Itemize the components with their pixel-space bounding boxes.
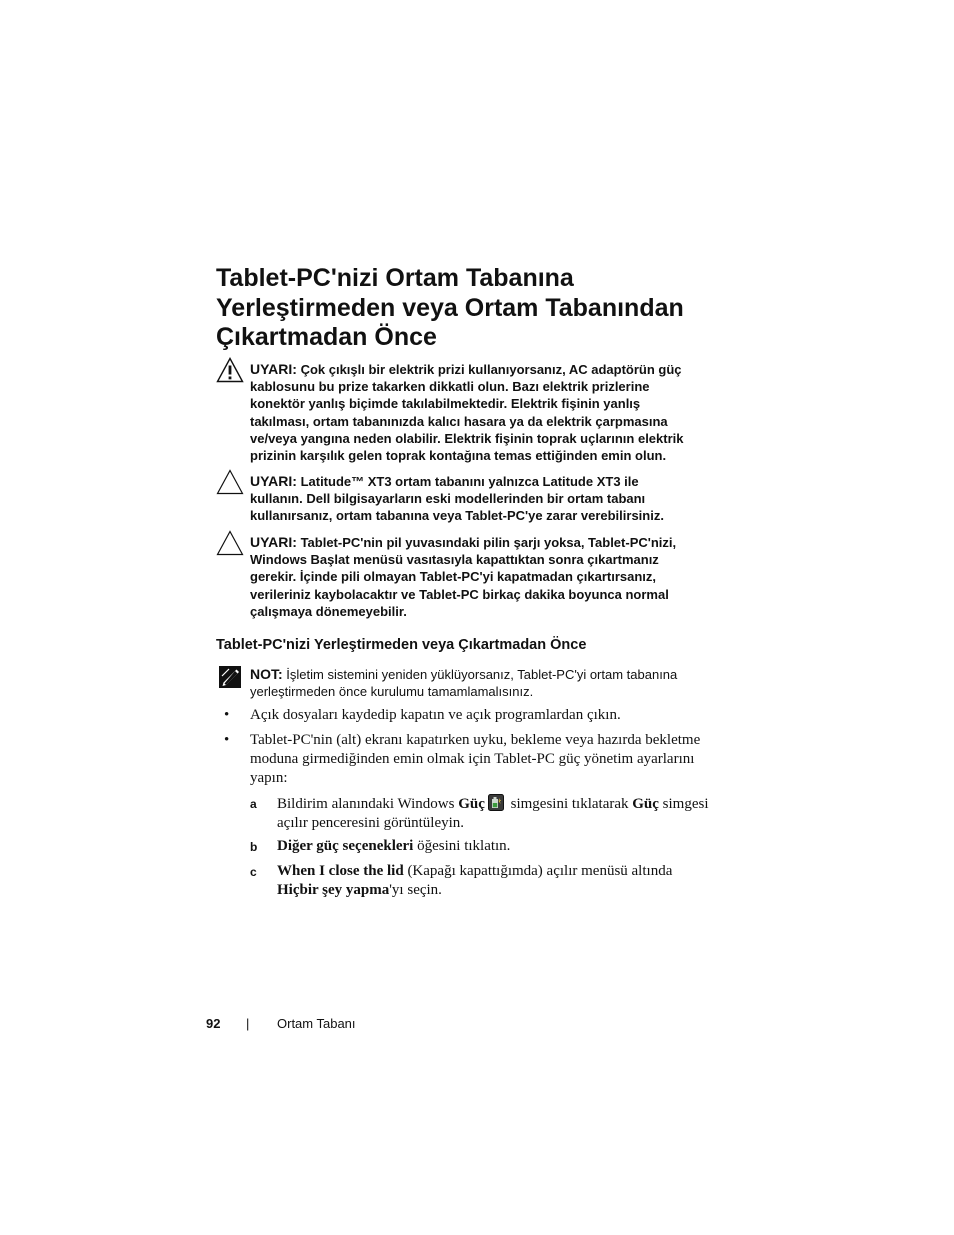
step-text: 'yı seçin. — [389, 882, 442, 898]
warning-text: kullanırsanız, ortam tabanına veya Tablet-PC'ye zarar verebilirsiniz. — [250, 508, 664, 524]
note-text: yerleştirmeden önce kurulumu tamamlamalısınız. — [250, 684, 534, 700]
warning-label: UYARI: — [250, 534, 297, 550]
warning-text: Tablet-PC'nin pil yuvasındaki pilin şarjı yoksa, Tablet-PC'nizi, — [300, 535, 677, 550]
warning-text: takılması, ortam tabanınızda kalıcı hasara ya da elektrik çarpmasına — [250, 413, 668, 429]
warning-text: Çok çıkışlı bir elektrik prizi kullanıyorsanız, AC adaptörün güç — [300, 362, 682, 377]
power-meter-icon — [488, 794, 504, 811]
warning-box — [216, 361, 716, 464]
step-text: öğesini tıklatın. — [413, 838, 511, 854]
section-heading: Tablet-PC'nizi Yerleştirmeden veya Çıkartmadan Önce — [216, 637, 587, 653]
step-text: (Kapağı kapattığımda) açılır menüsü altında — [403, 863, 673, 879]
page-title — [216, 264, 736, 353]
step-text: simgesi — [658, 796, 709, 812]
warning-text: konektör yanlış biçimde takılabilmektedir. Elektrik fişinin yanlış — [250, 396, 641, 412]
step-item — [250, 837, 730, 856]
step-text-bold: When I close the lid — [277, 863, 404, 879]
list-item-text: Tablet-PC'nin (alt) ekranı kapatırken uyku, bekleme veya hazırda bekletme — [250, 732, 701, 748]
list-item-text: Açık dosyaları kaydedip kapatın ve açık programlardan çıkın. — [250, 707, 621, 723]
list-item — [224, 706, 724, 725]
step-item — [250, 862, 730, 900]
warning-text: verileriniz kaybolacaktır ve Tablet-PC birkaç dakika boyunca normal — [250, 586, 669, 602]
warning-text: prizinin karşılık gelen toprak kontağına temas ettiğinden emin olun. — [250, 448, 667, 464]
step-text: simgesini tıklatarak — [506, 796, 633, 812]
title-line: Tablet-PC'nizi Ortam Tabanına — [216, 264, 574, 292]
note-text: İşletim sistemini yeniden yüklüyorsanız, Tablet-PC'yi ortam tabanına — [286, 667, 678, 682]
title-line: Çıkartmadan Önce — [216, 323, 437, 351]
warning-label: UYARI: — [250, 361, 297, 377]
warning-label: UYARI: — [250, 473, 297, 489]
step-letter: a — [250, 797, 257, 811]
warning-text: kablosunu bu prize takarken dikkatli olun. Bazı elektrik prizlerine — [250, 379, 650, 395]
warning-text: çalışmaya dönemeyebilir. — [250, 603, 407, 619]
note-label: NOT: — [250, 666, 283, 682]
step-text-bold: Hiçbir şey yapma — [277, 882, 390, 898]
warning-box — [216, 534, 716, 620]
warning-exclamation-icon — [216, 357, 244, 383]
step-text: Bildirim alanındaki Windows — [277, 796, 459, 812]
warning-text: kullanın. Dell bilgisayarların eski modellerinden bir ortam tabanı — [250, 491, 646, 507]
title-line: Yerleştirmeden veya Ortam Tabanından — [216, 293, 684, 322]
step-item — [250, 794, 730, 833]
footer-separator: | — [246, 1016, 250, 1031]
step-text-bold: Güç — [632, 796, 659, 812]
bullet-marker: • — [224, 732, 230, 748]
caution-triangle-icon — [216, 469, 244, 495]
step-text: açılır penceresini görüntüleyin. — [277, 815, 465, 831]
bullet-marker: • — [224, 707, 230, 723]
page-number: 92 — [206, 1016, 221, 1031]
step-letter: c — [250, 865, 257, 879]
warning-text: Windows Başlat menüsü vasıtasıyla kapattıktan sonra çıkartmanız — [250, 552, 659, 568]
step-text-bold: Diğer güç seçenekleri — [277, 838, 414, 854]
step-text-bold: Güç — [458, 796, 485, 812]
list-item-text: yapın: — [250, 770, 288, 786]
step-letter: b — [250, 840, 258, 854]
warning-text: ve/veya yangına neden olabilir. Elektrik fişinin toprak uçlarının elektrik — [250, 430, 684, 446]
warning-text: Latitude™ XT3 ortam tabanını yalnızca Latitude XT3 ile — [300, 474, 639, 489]
note-pencil-icon — [216, 665, 244, 691]
warning-text: gerekir. İçinde pili olmayan Tablet-PC'yi kapatmadan çıkartırsanız, — [250, 569, 656, 585]
caution-triangle-icon — [216, 530, 244, 556]
warning-box — [216, 473, 716, 525]
note-box — [216, 666, 716, 700]
list-item-text: moduna girmediğinden emin olmak için Tablet-PC güç yönetim ayarlarını — [250, 751, 695, 767]
list-item — [224, 731, 724, 788]
section-name: Ortam Tabanı — [277, 1016, 356, 1031]
